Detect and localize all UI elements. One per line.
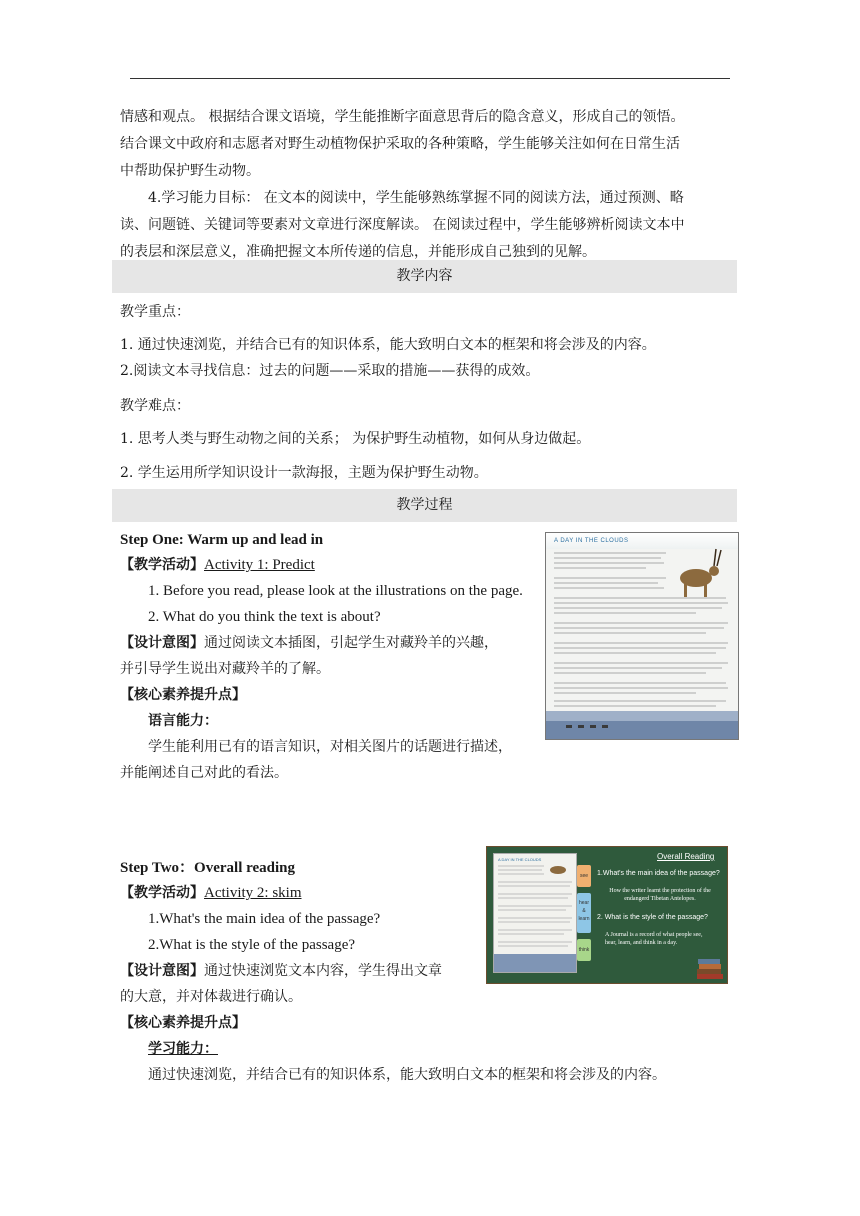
objective-line-3: 中帮助保护野生动物。 (120, 163, 260, 179)
tag-see: see (577, 865, 591, 887)
step2-skill-title: 学习能力： (148, 1041, 218, 1057)
objective-line-1: 情感和观点。 根据结合课文语境，学生能推断字面意思背后的隐含意义，形成自己的领悟。 (120, 109, 685, 125)
step1-skill-title: 语言能力： (148, 713, 218, 729)
tag-think: think (577, 939, 591, 961)
objective-line-5: 读、问题链、关键词等要素对文章进行深度解读。 在阅读过程中，学生能够辨析阅读文本中 (120, 217, 685, 233)
objective-line-4: 4.学习能力目标： 在文本的阅读中，学生能够熟练掌握不同的阅读方法，通过预测、略 (148, 190, 684, 206)
step1-skill-text-1: 学生能利用已有的语言知识，对相关图片的话题进行描述， (148, 739, 512, 755)
slide-answer-2: A Journal is a record of what people see, hear, learn, and think in a day. (605, 932, 703, 946)
step1-core-label: 【核心素养提升点】 (120, 687, 246, 703)
overall-reading-slide (486, 846, 728, 984)
step2-design-text-1: 通过快速浏览文本内容，学生得出文章 (204, 963, 442, 979)
step2-design (120, 958, 442, 984)
step1-design (120, 630, 498, 656)
step2-activity-label: 【教学活动】 (120, 885, 204, 901)
header-rule (130, 78, 730, 79)
slide-heading: Overall Reading (657, 852, 715, 861)
focus-item-1: 1. 通过快速浏览，并结合已有的知识体系，能大致明白文本的框架和将会涉及的内容。 (120, 337, 656, 353)
difficulty-item-1: 1. 思考人类与野生动物之间的关系； 为保护野生动植物，如何从身边做起。 (120, 431, 591, 447)
step2-design-label: 【设计意图】 (120, 963, 204, 979)
step1-design-text-1: 通过阅读文本插图，引起学生对藏羚羊的兴趣， (204, 635, 498, 651)
mini-textbook-page (493, 853, 577, 973)
mini-textbook-title: A DAY IN THE CLOUDS (498, 857, 542, 862)
step1-activity-name: Activity 1: Predict (204, 557, 315, 573)
step1-title: Step One: Warm up and lead in (120, 532, 324, 548)
section-header-process: 教学过程 (112, 489, 737, 522)
step2-activity-name: Activity 2: skim (204, 885, 302, 901)
slide-question-2: 2. What is the style of the passage? (597, 914, 708, 921)
step2-core-label: 【核心素养提升点】 (120, 1015, 246, 1031)
mini-page-art (494, 854, 576, 972)
difficulty-title: 教学难点： (120, 398, 190, 414)
step2-question-1: 1.What's the main idea of the passage? (148, 911, 381, 927)
tag-hear-learn: hear & learn (577, 893, 591, 933)
objective-line-2: 结合课文中政府和志愿者对野生动植物保护采取的各种策略，学生能够关注如何在日常生活 (120, 136, 680, 152)
textbook-page-art (546, 533, 738, 739)
books-icon (695, 951, 725, 981)
step2-activity (120, 880, 302, 906)
step2-design-text-2: 的大意，并对体裁进行确认。 (120, 989, 302, 1005)
slide-question-1: 1.What's the main idea of the passage? (597, 870, 720, 877)
step1-activity (120, 552, 315, 578)
step2-skill-text: 通过快速浏览，并结合已有的知识体系，能大致明白文本的框架和将会涉及的内容。 (148, 1067, 666, 1083)
textbook-page-image (545, 532, 739, 740)
step1-design-label: 【设计意图】 (120, 635, 204, 651)
step2-title: Step Two：Overall reading (120, 860, 296, 876)
focus-title: 教学重点： (120, 304, 190, 320)
difficulty-item-2: 2. 学生运用所学知识设计一款海报，主题为保护野生动物。 (120, 465, 488, 481)
step1-activity-label: 【教学活动】 (120, 557, 204, 573)
section-header-content: 教学内容 (112, 260, 737, 293)
step1-skill-text-2: 并能阐述自己对此的看法。 (120, 765, 288, 781)
focus-item-2: 2.阅读文本寻找信息：过去的问题——采取的措施——获得的成效。 (120, 363, 540, 379)
slide-answer-1: How the writer learnt the protection of the endangerd Tibetan Antelopes. (609, 888, 711, 902)
step1-question-2: 2. What do you think the text is about? (148, 609, 381, 625)
step1-design-text-2: 并引导学生说出对藏羚羊的了解。 (120, 661, 330, 677)
step2-question-2: 2.What is the style of the passage? (148, 937, 356, 953)
textbook-title: A DAY IN THE CLOUDS (554, 538, 629, 544)
objective-line-6: 的表层和深层意义，准确把握文本所传递的信息，并能形成自己独到的见解。 (120, 244, 596, 260)
step1-question-1: 1. Before you read, please look at the illustrations on the page. (148, 583, 523, 599)
